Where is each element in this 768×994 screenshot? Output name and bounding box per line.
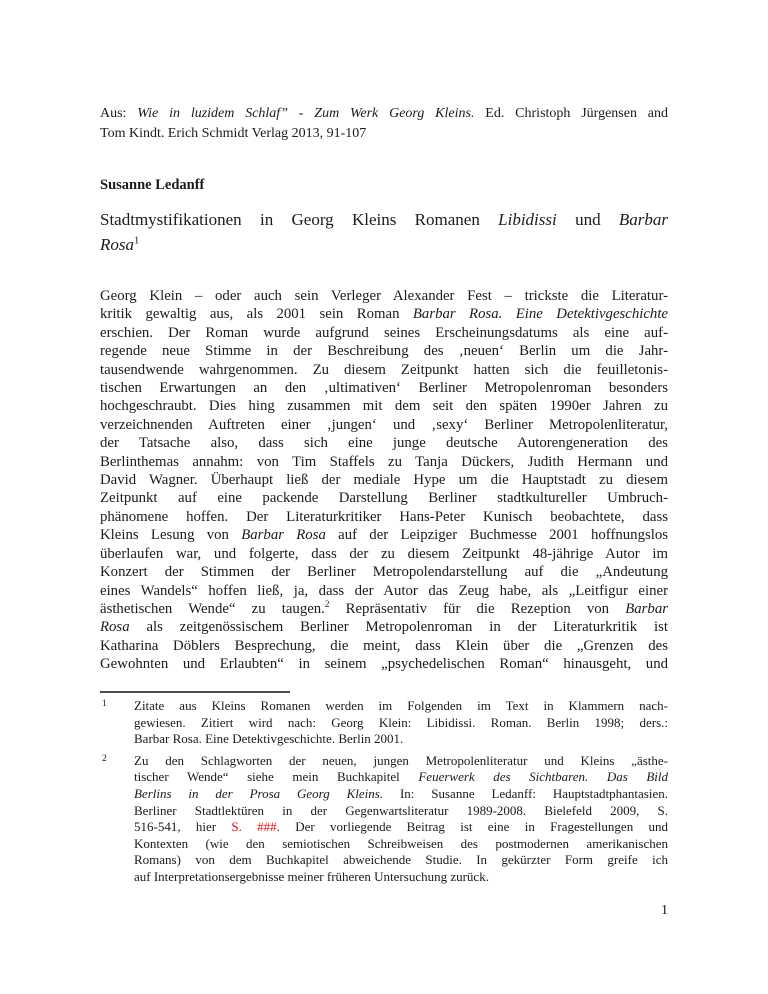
text-line: Romans) von dem Buchkapitel abweichende Studie. In gekürzter Form greife ich <box>134 852 668 868</box>
text-line: auf Interpretationsergebnisse meiner früheren Untersuchung zurück. <box>134 868 489 884</box>
text-line: Zeitpunkt auf eine packende Darstellung Berliner stadtkultureller Umbruch- <box>100 490 668 507</box>
text-line: Tom Kindt. Erich Schmidt Verlag 2013, 91-107 <box>100 126 367 141</box>
text-line: Zu den Schlagworten der neuen, jungen Metropolenliteratur und Kleins „ästhe- <box>134 752 668 768</box>
text-line: Stadtmystifikationen in Georg Kleins Romanen Libidissi und Barbar <box>100 210 668 229</box>
text-line: erschien. Der Roman wurde aufgrund seines Erscheinungsdatums als eine auf- <box>100 324 668 341</box>
text-line: Zitate aus Kleins Romanen werden im Folgenden im Text in Klammern nach- <box>134 698 668 713</box>
text-line: regende neue Stimme in der Beschreibung des ‚neuen‘ Berlin um die Jahr- <box>100 343 668 360</box>
text-line: Berliner Stadtlektüren in der Gegenwartsliteratur 1989-2008. Bielefeld 2009, S. <box>134 802 668 818</box>
text-line: ästhetischen Wende“ zu taugen.$^2$ Repräsentativ für die Rezeption von Barbar <box>100 598 668 617</box>
text-line: Barbar Rosa. Eine Detektivgeschichte. Berlin 2001. <box>134 731 404 747</box>
footnote-marker: 1 <box>102 699 107 709</box>
text-line: Kontexten (wie den semiotischen Schreibweisen des postmodernen amerikanischen <box>134 835 668 851</box>
text-line: überlaufen war, und folgerte, dass der zu diesem Zeitpunkt 48-jährige Autor im <box>100 545 668 562</box>
text-line: phänomene hoffen. Der Literaturkritiker Hans-Peter Kunisch beobachtete, dass <box>100 508 668 525</box>
text-line: hochgeschraubt. Dies hing zusammen mit dem seit den späten 1990er Jahren zu <box>100 398 668 415</box>
footnote-2 <box>100 753 668 886</box>
text-line: tausendwende wahrgenommen. Zu diesem Zeitpunkt hatten sich die feuilletonis- <box>100 361 668 378</box>
footnote-separator <box>100 691 290 693</box>
text-line: tischer Wende“ siehe mein Buchkapitel Feuerwerk des Sichtbaren. Das Bild <box>134 769 668 785</box>
text-line: David Wagner. Überhaupt ließ der mediale Hype um die Hauptstadt zu diesem <box>100 472 668 489</box>
footnote-marker: 2 <box>102 753 107 764</box>
text-line: gewiesen. Zitiert wird nach: Georg Klein: Libidissi. Roman. Berlin 1998; ders.: <box>134 714 668 730</box>
footnote-text <box>134 698 668 748</box>
footnotes-section <box>100 698 668 886</box>
text-line: kritik gewaltig aus, als 2001 sein Roman Barbar Rosa. Eine Detektivgeschichte <box>100 306 669 323</box>
text-line: Georg Klein – oder auch sein Verleger Alexander Fest – trickste die Literatur- <box>100 288 668 304</box>
author-name: Susanne Ledanff <box>100 177 205 193</box>
text-line: Kleins Lesung von Barbar Rosa auf der Leipziger Buchmesse 2001 hoffnungslos <box>100 527 668 544</box>
body-paragraph <box>100 287 668 674</box>
article-title <box>100 208 668 257</box>
page-number: 1 <box>661 903 668 918</box>
text-line: Aus: Wie in luzidem Schlaf” - Zum Werk Georg Kleins. Ed. Christoph Jürgensen and <box>100 106 669 121</box>
text-line: verzeichnenden Auftreten einer ‚jungen‘ und ‚sexy‘ Berliner Metropolenliteratur, <box>100 416 668 433</box>
footnote-1 <box>100 698 668 748</box>
text-line: Berlins in der Prosa Georg Kleins. In: Susanne Ledanff: Hauptstadtphantasien. <box>134 785 668 801</box>
text-line: Berlinthemas annahm: von Tim Staffels zu Tanja Dückers, Judith Hermann und <box>100 453 668 470</box>
text-line: tischen Erwartungen an den ‚ultimativen‘ Berliner Metropolenroman besonders <box>100 380 668 397</box>
text-line: Katharina Döblers Besprechung, die meint, dass Klein über die „Grenzen des <box>100 637 668 654</box>
text-line: Gewohnten und Erlaubten“ in seinem „psychedelischen Roman“ hinausgeht, und <box>100 656 668 673</box>
text-line: Rosa als zeitgenössischem Berliner Metropolenroman in der Literaturkritik ist <box>100 619 668 636</box>
footnote-text <box>134 753 668 886</box>
text-line: Rosa$^1$ <box>100 234 140 254</box>
text-line: der Tatsache also, dass sich eine junge deutsche Autorengeneration des <box>100 435 668 452</box>
text-line: eines Wandels“ hoffen ließ, ja, dass der Autor das Zeug habe, als „Leitfigur einer <box>100 582 668 599</box>
text-line: Konzert der Stimmen der Berliner Metropolendarstellung auf die „Andeutung <box>100 564 668 581</box>
text-line: 516-541, hier S. ###. Der vorliegende Beitrag ist eine in Fragestellungen und <box>134 819 668 835</box>
header-citation <box>100 104 668 144</box>
